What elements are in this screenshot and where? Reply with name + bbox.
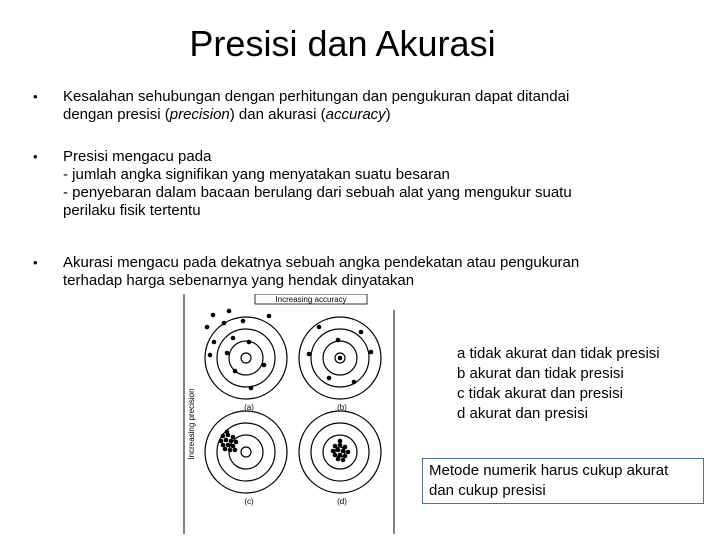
bullet-text bbox=[63, 88, 673, 124]
bullet-line: Presisi mengacu pada bbox=[63, 148, 212, 165]
legend-item-b: b akurat dan tidak presisi bbox=[457, 365, 624, 382]
target-a bbox=[205, 317, 287, 399]
note-box bbox=[422, 458, 704, 504]
bullet-line: - penyebaran dalam bacaan berulang dari sebuah alat yang mengukur suatu bbox=[63, 184, 572, 201]
text-fragment: ) bbox=[385, 106, 391, 123]
bullet-line: Kesalahan sehubungan dengan perhitungan dan pengukuran dapat ditandai bbox=[63, 88, 570, 105]
bullet-dot: • bbox=[33, 255, 38, 270]
panel-label-a: (a) bbox=[244, 403, 254, 412]
legend-item-c: c tidak akurat dan presisi bbox=[457, 385, 623, 402]
slide-title: Presisi dan Akurasi bbox=[189, 23, 496, 64]
panel-label-d: (d) bbox=[337, 497, 347, 506]
top-axis-label: Increasing accuracy bbox=[275, 295, 347, 304]
target-c bbox=[205, 411, 287, 493]
bullet-line bbox=[63, 106, 673, 124]
bullet-text bbox=[63, 254, 673, 290]
bullet-dot: • bbox=[33, 89, 38, 104]
bullet-dot: • bbox=[33, 149, 38, 164]
shot-dots-d bbox=[331, 439, 351, 463]
term-accuracy: accuracy bbox=[325, 106, 386, 123]
term-precision: precision bbox=[169, 106, 230, 123]
figure-legend bbox=[457, 344, 660, 424]
precision-accuracy-figure bbox=[183, 294, 395, 534]
bullet-text bbox=[63, 148, 673, 220]
legend-item-a: a tidak akurat dan tidak presisi bbox=[457, 345, 660, 362]
note-line: dan cukup presisi bbox=[429, 482, 546, 499]
shot-dots-c bbox=[219, 430, 239, 453]
target-d bbox=[299, 411, 381, 493]
panel-label-b: (b) bbox=[337, 403, 347, 412]
bullet-line: - jumlah angka signifikan yang menyatakan suatu besaran bbox=[63, 166, 450, 183]
target-diagram bbox=[183, 294, 395, 534]
panel-label-c: (c) bbox=[244, 497, 254, 506]
text-fragment: ) dan akurasi ( bbox=[229, 106, 326, 123]
bullet-line: perilaku fisik tertentu bbox=[63, 202, 201, 219]
bullet-line: terhadap harga sebenarnya yang hendak dinyatakan bbox=[63, 272, 415, 289]
text-fragment: dengan presisi ( bbox=[63, 106, 170, 123]
side-axis-label: Increasing precision bbox=[187, 388, 196, 460]
note-line: Metode numerik harus cukup akurat bbox=[429, 462, 669, 479]
bullet-line: Akurasi mengacu pada dekatnya sebuah angka pendekatan atau pengukuran bbox=[63, 254, 580, 271]
legend-item-d: d akurat dan presisi bbox=[457, 405, 588, 422]
